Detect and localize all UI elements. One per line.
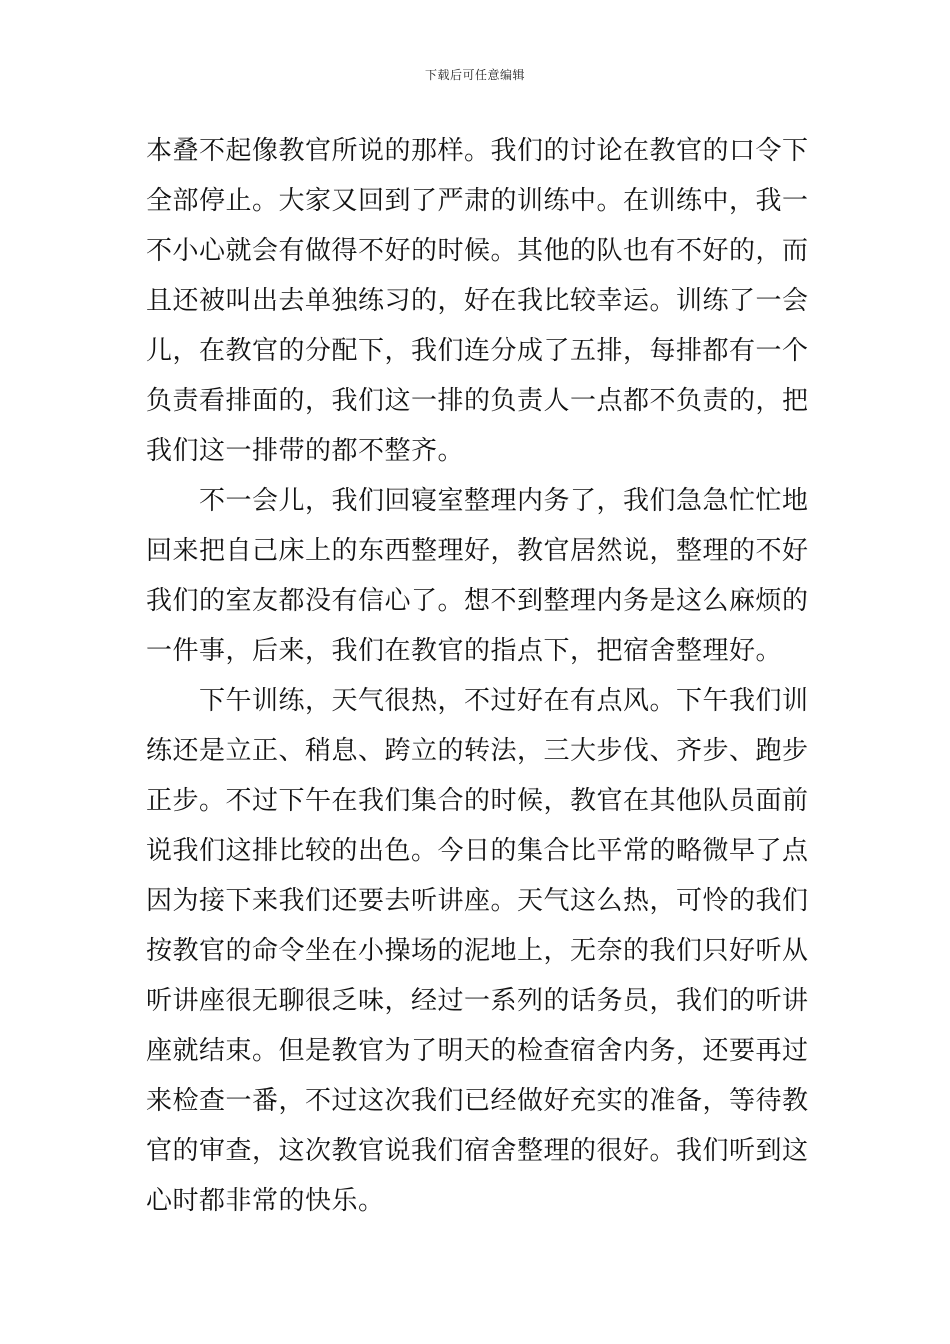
text-line: 说我们这排比较的出色。今日的集合比平常的略微早了点 — [146, 836, 809, 866]
text-line: 回来把自己床上的东西整理好，教官居然说，整理的不好 — [146, 536, 809, 566]
text-line: 一件事，后来，我们在教官的指点下，把宿舍整理好。 — [146, 636, 783, 666]
text-line: 座就结束。但是教官为了明天的检查宿舍内务，还要再过 — [146, 1036, 809, 1066]
page-header: 下载后可任意编辑 — [424, 68, 525, 82]
text-line: 正步。不过下午在我们集合的时候，教官在其他队员面前 — [146, 786, 809, 816]
text-line: 负责看排面的，我们这一排的负责人一点都不负责的，把 — [146, 386, 809, 416]
body-text — [146, 126, 811, 1226]
text-line: 本叠不起像教官所说的那样。我们的讨论在教官的口令下 — [146, 136, 809, 166]
text-line: 官的审查，这次教官说我们宿舍整理的很好。我们听到这 — [146, 1136, 809, 1166]
text-line: 我们的室友都没有信心了。想不到整理内务是这么麻烦的 — [146, 586, 809, 616]
text-line: 我们这一排带的都不整齐。 — [146, 436, 465, 466]
text-line: 按教官的命令坐在小操场的泥地上，无奈的我们只好听从 — [146, 936, 809, 966]
text-line: 下午训练，天气很热，不过好在有点风。下午我们训 — [146, 686, 809, 716]
text-line: 不一会儿，我们回寝室整理内务了，我们急急忙忙地 — [146, 486, 809, 516]
text-line: 心时都非常的快乐。 — [146, 1186, 385, 1216]
text-line: 全部停止。大家又回到了严肃的训练中。在训练中，我一 — [146, 186, 809, 216]
text-line: 练还是立正、稍息、跨立的转法，三大步伐、齐步、跑步 — [146, 736, 809, 766]
text-line: 来检查一番，不过这次我们已经做好充实的准备，等待教 — [146, 1086, 809, 1116]
text-line: 且还被叫出去单独练习的，好在我比较幸运。训练了一会 — [146, 286, 809, 316]
text-line: 儿，在教官的分配下，我们连分成了五排，每排都有一个 — [146, 336, 809, 366]
text-line: 不小心就会有做得不好的时候。其他的队也有不好的，而 — [146, 236, 809, 266]
text-line: 因为接下来我们还要去听讲座。天气这么热，可怜的我们 — [146, 886, 809, 916]
text-line: 听讲座很无聊很乏味，经过一系列的话务员，我们的听讲 — [146, 986, 809, 1016]
